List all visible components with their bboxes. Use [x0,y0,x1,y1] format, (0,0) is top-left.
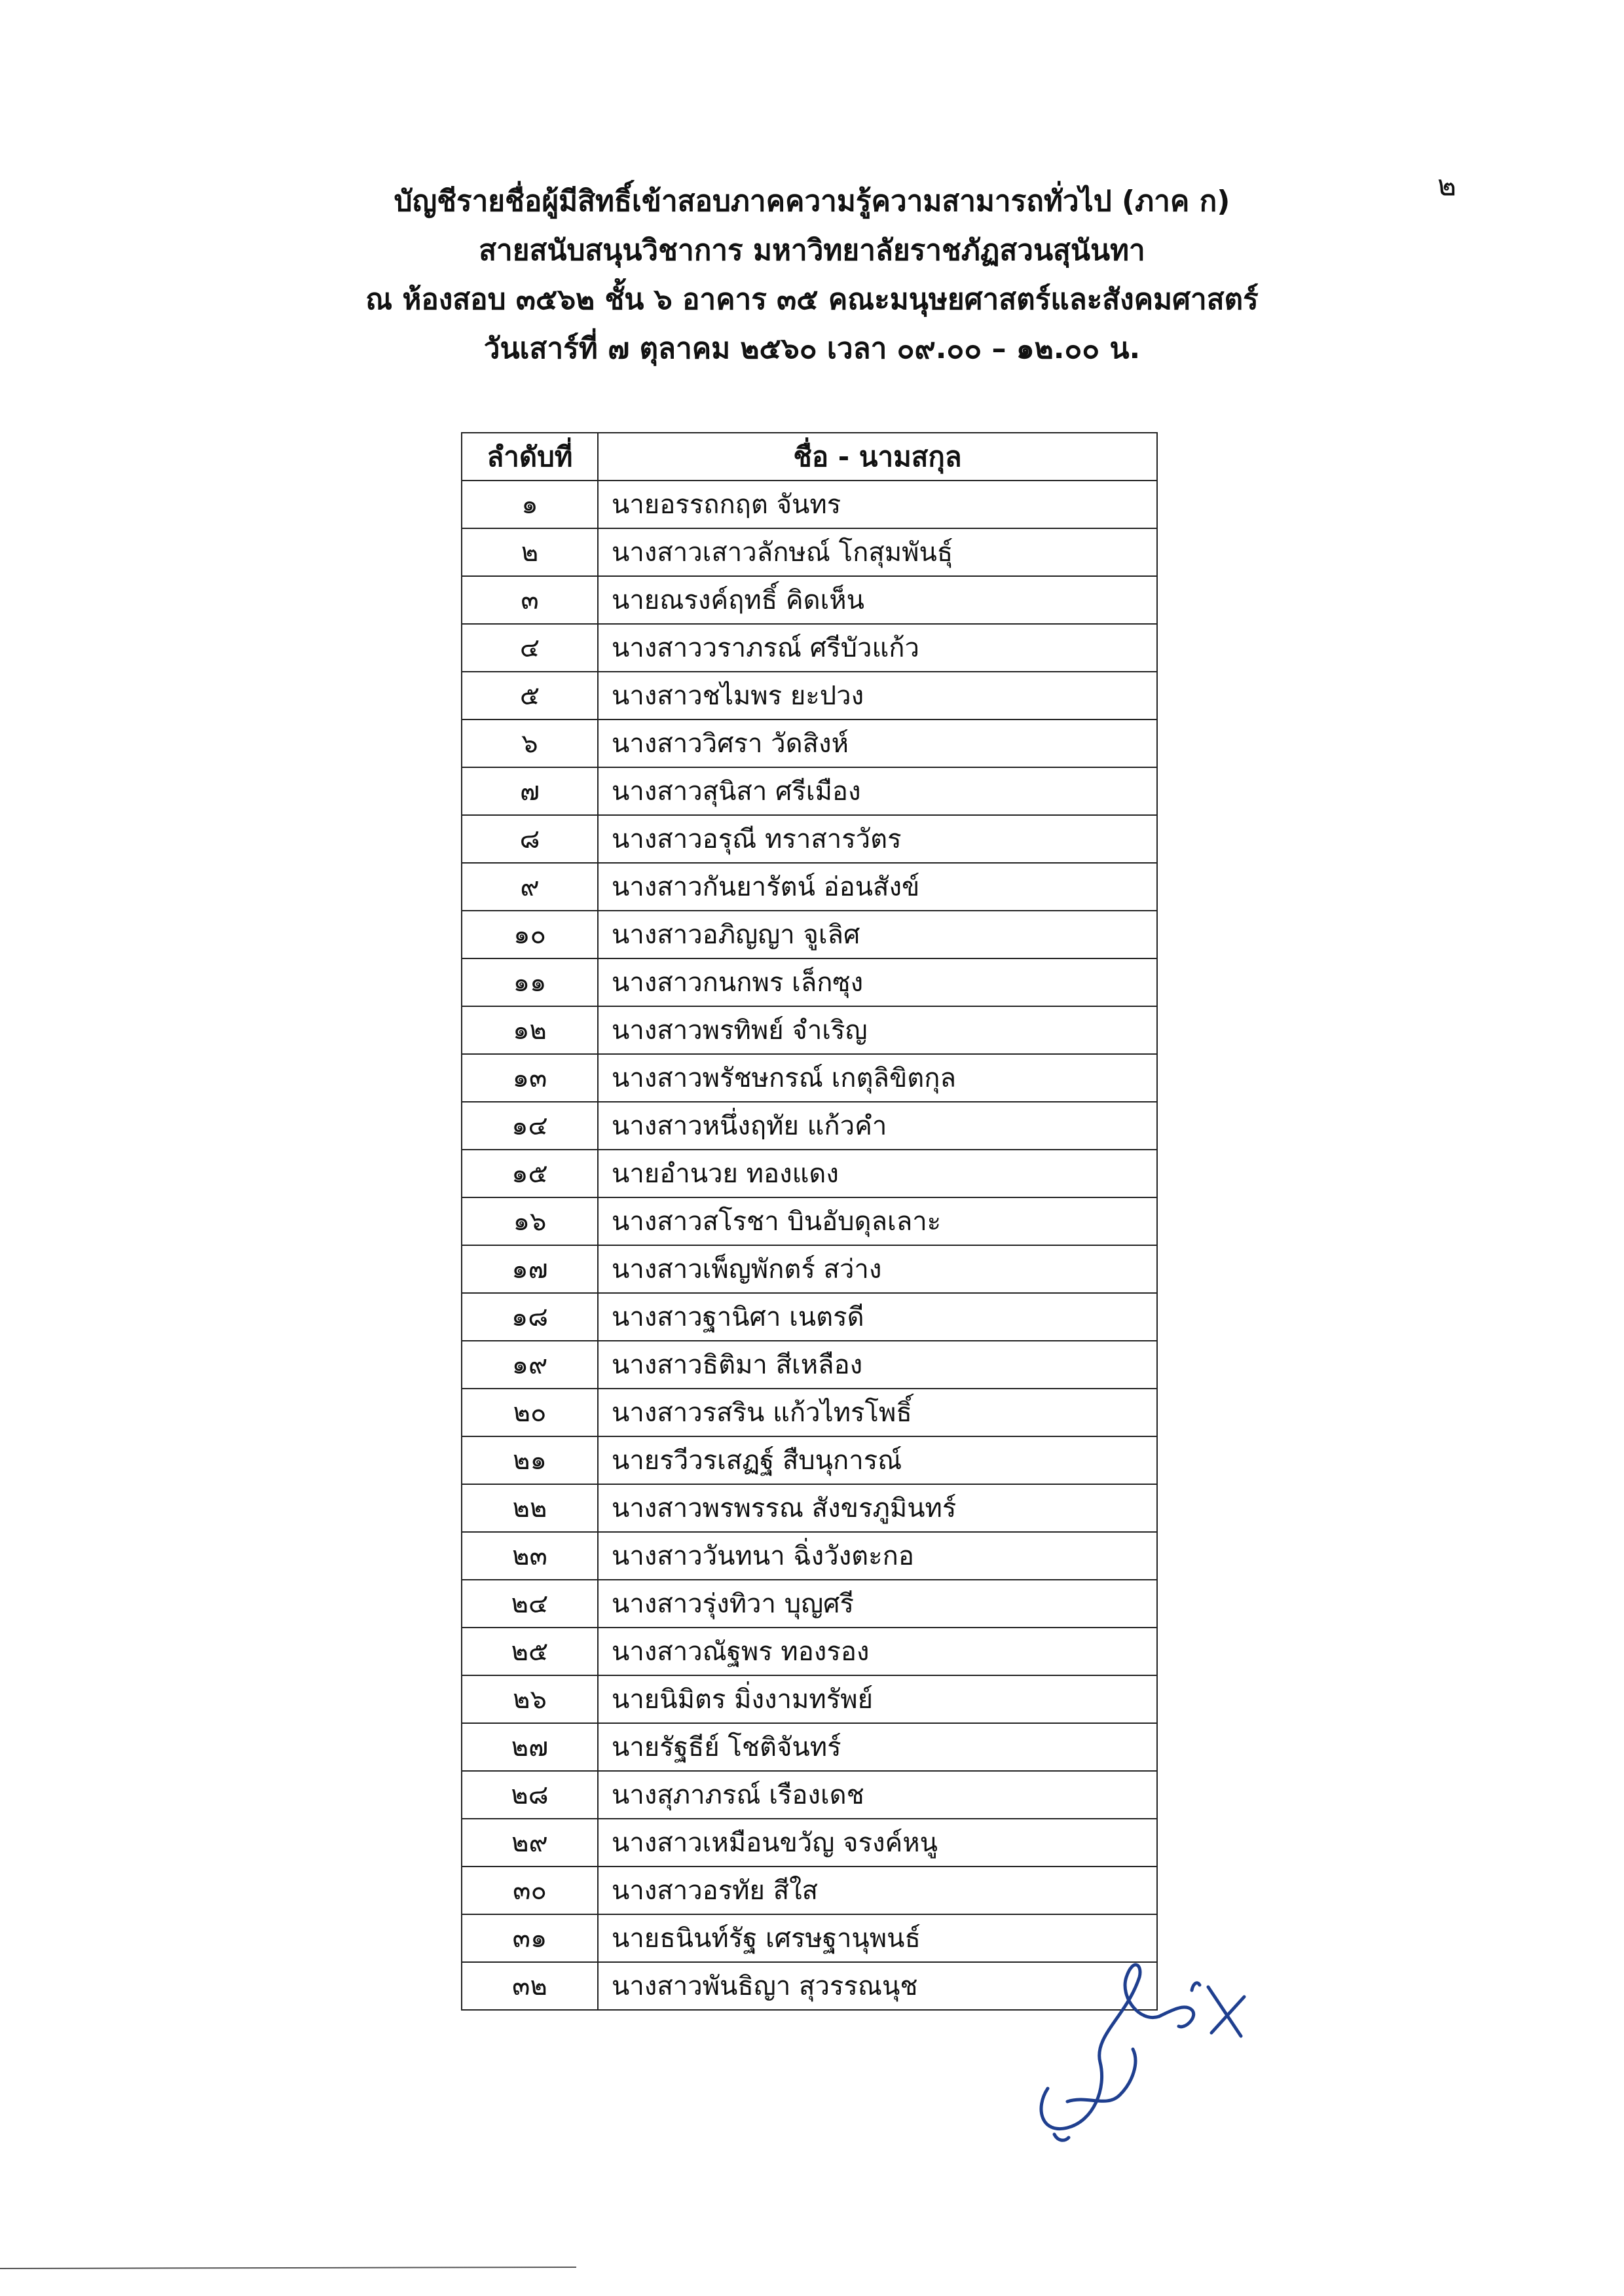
candidate-name: นายอรรถกฤต จันทร [598,481,1157,528]
row-number: ๔ [462,624,598,672]
table-row [462,863,1157,911]
candidate-name: นางสาวอรทัย สีใส [598,1867,1157,1914]
table-row [462,1723,1157,1771]
table-row [462,1389,1157,1436]
header-title: บัญชีรายชื่อผู้มีสิทธิ์เข้าสอบภาคความรู้ความสามารถทั่วไป (ภาค ก) [394,185,1230,218]
table-row [462,1436,1157,1484]
candidate-name: นางสาวเพ็ญพักตร์ สว่าง [598,1245,1157,1293]
table-row [462,1150,1157,1197]
row-number: ๓ [462,576,598,624]
candidate-name: นางสาวสุนิสา ศรีเมือง [598,767,1157,815]
candidate-name: นางสาวเสาวลักษณ์ โกสุมพันธุ์ [598,528,1157,576]
table-row [462,1054,1157,1102]
candidate-name: นายนิมิตร มิ่งงามทรัพย์ [598,1675,1157,1723]
candidate-name: นางสาวกนกพร เล็กซุง [598,958,1157,1006]
row-number: ๒๐ [462,1389,598,1436]
table-header-row [462,433,1157,481]
candidate-name: นางสาวหนึ่งฤทัย แก้วคำ [598,1102,1157,1150]
table-row [462,1006,1157,1054]
candidate-table-container [461,432,1158,2011]
table-row [462,1102,1157,1150]
row-number: ๓๐ [462,1867,598,1914]
row-number: ๑๔ [462,1102,598,1150]
row-number: ๑๙ [462,1341,598,1389]
row-number: ๒๙ [462,1819,598,1867]
row-number: ๑๐ [462,911,598,958]
candidate-name: นางสาวสโรชา บินอับดุลเลาะ [598,1197,1157,1245]
table-row [462,1532,1157,1580]
table-row [462,576,1157,624]
table-row [462,1245,1157,1293]
table-row [462,1484,1157,1532]
row-number: ๑ [462,481,598,528]
candidate-name: นางสาวพรทิพย์ จำเริญ [598,1006,1157,1054]
candidate-name: นางสาวอภิญญา จูเลิศ [598,911,1157,958]
candidate-name: นางสาวเหมือนขวัญ จรงค์หนู [598,1819,1157,1867]
page-edge-line [0,2267,576,2269]
table-row [462,1341,1157,1389]
table-body [462,481,1157,2010]
table-row [462,624,1157,672]
candidate-name: นางสาววราภรณ์ ศรีบัวแก้ว [598,624,1157,672]
candidate-name: นายอำนวย ทองแดง [598,1150,1157,1197]
candidate-name: นายรัฐธีย์ โชติจันทร์ [598,1723,1157,1771]
document-header [314,177,1310,373]
row-number: ๑๘ [462,1293,598,1341]
candidate-name: นางสาวณัฐพร ทองรอง [598,1628,1157,1675]
row-number: ๖ [462,720,598,767]
column-header-number: ลำดับที่ [462,433,598,481]
row-number: ๘ [462,815,598,863]
row-number: ๓๑ [462,1914,598,1962]
candidate-name: นายรวีวรเสฏฐ์ สืบนุการณ์ [598,1436,1157,1484]
candidate-name: นางสุภาภรณ์ เรืองเดช [598,1771,1157,1819]
table-row [462,720,1157,767]
table-row [462,1628,1157,1675]
candidate-name: นายณรงค์ฤทธิ์ คิดเห็น [598,576,1157,624]
table-row [462,672,1157,720]
table-row [462,1819,1157,1867]
candidate-name: นางสาววันทนา ฉิ่งวังตะกอ [598,1532,1157,1580]
table-row [462,1293,1157,1341]
candidate-name: นางสาวชไมพร ยะปวง [598,672,1157,720]
table-row [462,1580,1157,1628]
row-number: ๒๖ [462,1675,598,1723]
row-number: ๒๓ [462,1532,598,1580]
row-number: ๒๘ [462,1771,598,1819]
row-number: ๒ [462,528,598,576]
row-number: ๑๕ [462,1150,598,1197]
table-row [462,528,1157,576]
candidate-name: นางสาวอรุณี ทราสารวัตร [598,815,1157,863]
table-row [462,911,1157,958]
row-number: ๒๒ [462,1484,598,1532]
row-number: ๑๗ [462,1245,598,1293]
candidate-name: นางสาวรุ่งทิวา บุญศรี [598,1580,1157,1628]
header-exam-room: ณ ห้องสอบ ๓๕๖๒ ชั้น ๖ อาคาร ๓๕ คณะมนุษยศาสตร์และสังคมศาสตร์ [365,283,1259,316]
candidate-name: นางสาวพันธิญา สุวรรณนุช [598,1962,1157,2010]
row-number: ๒๗ [462,1723,598,1771]
row-number: ๕ [462,672,598,720]
candidate-name: นางสาววิศรา วัดสิงห์ [598,720,1157,767]
row-number: ๒๔ [462,1580,598,1628]
table-row [462,1867,1157,1914]
table-row [462,1771,1157,1819]
table-row [462,767,1157,815]
row-number: ๑๑ [462,958,598,1006]
candidate-name: นางสาวฐานิศา เนตรดี [598,1293,1157,1341]
row-number: ๒๑ [462,1436,598,1484]
signature-icon [1028,1938,1264,2147]
table-row [462,815,1157,863]
row-number: ๙ [462,863,598,911]
candidate-name: นางสาวรสริน แก้วไทรโพธิ์ [598,1389,1157,1436]
candidate-name: นางสาวพรัชษกรณ์ เกตุลิขิตกุล [598,1054,1157,1102]
row-number: ๓๒ [462,1962,598,2010]
header-department: สายสนับสนุนวิชาการ มหาวิทยาลัยราชภัฏสวนสุนันทา [479,234,1145,267]
table-row [462,481,1157,528]
row-number: ๑๒ [462,1006,598,1054]
row-number: ๗ [462,767,598,815]
page-number: ๒ [1437,169,1457,202]
candidate-name: นางสาวธิติมา สีเหลือง [598,1341,1157,1389]
table-row [462,1197,1157,1245]
row-number: ๑๖ [462,1197,598,1245]
candidate-name: นางสาวกันยารัตน์ อ่อนสังข์ [598,863,1157,911]
table-row [462,958,1157,1006]
candidate-table [461,432,1158,2011]
candidate-name: นางสาวพรพรรณ สังขรภูมินทร์ [598,1484,1157,1532]
column-header-name: ชื่อ - นามสกุล [598,433,1157,481]
row-number: ๑๓ [462,1054,598,1102]
candidate-name: นายธนินท์รัฐ เศรษฐานุพนธ์ [598,1914,1157,1962]
row-number: ๒๕ [462,1628,598,1675]
header-exam-date: วันเสาร์ที่ ๗ ตุลาคม ๒๕๖๐ เวลา ๐๙.๐๐ – ๑๒.๐๐ น. [483,332,1141,365]
table-row [462,1675,1157,1723]
